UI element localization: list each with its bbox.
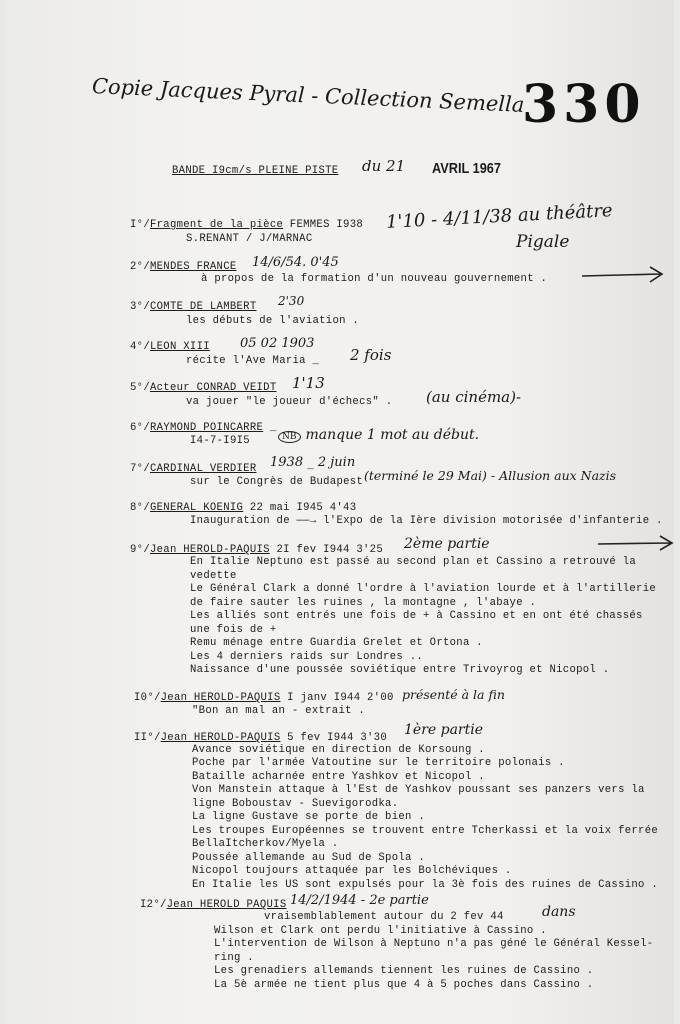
entry-11-line: ligne Boboustav - Suevigorodka. [192, 798, 399, 810]
entry-11-line: Avance soviétique en direction de Korsoung . [192, 744, 485, 756]
entry-10-note: présenté à la fin [402, 687, 505, 702]
entry-12-line: Wilson et Clark ont perdu l'initiative à Cassino . [214, 925, 547, 937]
entry-11-head: II°/Jean HEROLD-PAQUIS 5 fev I944 3'30 [134, 732, 388, 744]
entry-7-head: 7°/CARDINAL VERDIER [130, 463, 257, 475]
entry-11-line: La ligne Gustave se porte de bien . [192, 811, 426, 823]
entry-3-head: 3°/COMTE DE LAMBERT [130, 301, 257, 313]
entry-1-head: I°/Fragment de la pièce FEMMES I938 [130, 219, 364, 231]
entry-8-head: 8°/GENERAL KOENIG 22 mai I945 4'43 [130, 502, 357, 514]
entry-11-line: Nicopol toujours attaquée par les Bolchéviques . [192, 865, 512, 877]
entry-12-line: La 5è armée ne tient plus que 4 à 5 poches dans Cassino . [214, 979, 594, 991]
entry-9-note: 2ème partie [404, 536, 490, 552]
entry-9-line: Les alliés sont entrés une fois de + à Cassino et en ont été chassés [190, 610, 643, 622]
entry-9-line: Naissance d'une poussée soviétique entre Trivoyrog et Nicopol . [190, 664, 610, 676]
entry-12-note-2: dans [542, 904, 576, 920]
entry-5-line: va jouer "le joueur d'échecs" . [186, 396, 393, 408]
entry-3-note: 2'30 [278, 294, 305, 308]
entry-5-note: 1'13 [292, 374, 325, 392]
entry-10-line: "Bon an mal an - extrait . [192, 705, 366, 717]
entry-8-line: Inauguration de ——→ l'Expo de la Ière division motorisée d'infanterie . [190, 515, 663, 527]
entry-7-note: 1938 _ 2 juin [270, 455, 356, 470]
entry-11-line: Von Manstein attaque à l'Est de Yashkov poussant ses panzers vers la [192, 784, 645, 796]
entry-7-line: sur le Congrès de Budapest [190, 476, 364, 488]
entry-9-line: une fois de + [190, 624, 277, 636]
entry-11-line: Poussée allemande au Sud de Spola . [192, 852, 426, 864]
handwritten-title: Copie Jacques Pyral - Collection Semella [91, 74, 525, 117]
entry-10-head: I0°/Jean HEROLD-PAQUIS I janv I944 2'00 [134, 692, 394, 704]
arrow-icon [596, 533, 676, 553]
entry-4-note: 05 02 1903 [240, 336, 315, 351]
entry-6-line: I4-7-I9I5 [190, 435, 250, 447]
entry-12-line: ring . [214, 952, 254, 964]
entry-11-line: BellaItcherkov/Myela . [192, 838, 339, 850]
entry-12-line: Les grenadiers allemands tiennent les ruines de Cassino . [214, 965, 594, 977]
entry-5-note-2: (au cinéma)- [426, 388, 522, 406]
entry-11-line: Les troupes Européennes se trouvent entre Tcherkassi et la voix ferrée [192, 825, 659, 837]
entry-11-line: En Italie les US sont expulsés pour la 3è fois des ruines de Cassino . [192, 879, 659, 891]
entry-9-line: Les 4 derniers raids sur Londres .. [190, 651, 424, 663]
entry-2-line: à propos de la formation d'un nouveau gouvernement . [201, 273, 548, 285]
entry-12-head: I2°/Jean HEROLD PAQUIS [140, 899, 287, 911]
entry-12-line: vraisemblablement autour du 2 fev 44 [264, 911, 504, 923]
date-stamp: AVRIL 1967 [432, 160, 501, 177]
date-handwritten: du 21 [362, 157, 406, 175]
entry-1-line: S.RENANT / J/MARNAC [186, 233, 313, 245]
entry-7-note-2: (terminé le 29 Mai) - Allusion aux Nazis [364, 468, 617, 483]
entry-2-note: 14/6/54. 0'45 [252, 255, 339, 270]
entry-4-head: 4°/LEON XIII [130, 341, 210, 353]
entry-1-note-2: Pigale [516, 232, 570, 252]
entry-11-line: Bataille acharnée entre Yashkov et Nicopol . [192, 771, 485, 783]
entry-6-head: 6°/RAYMOND POINCARRE _ [130, 422, 277, 434]
entry-1-note: 1'10 - 4/11/38 au théâtre [385, 200, 614, 233]
entry-9-line: vedette [190, 570, 237, 582]
entry-9-line: Le Général Clark a donné l'ordre à l'aviation lourde et à l'artillerie [190, 583, 657, 595]
entry-3-line: les débuts de l'aviation . [186, 315, 360, 327]
entry-6-note: NB manque 1 mot au début. [278, 427, 479, 443]
entry-12-line: L'intervention de Wilson à Neptuno n'a pas géné le Général Kessel- [214, 938, 654, 950]
entry-4-line: récite l'Ave Maria _ [186, 355, 320, 367]
entry-4-note-2: 2 fois [350, 346, 392, 364]
band-label: BANDE I9cm/s PLEINE PISTE [172, 165, 339, 177]
entry-9-head: 9°/Jean HEROLD-PAQUIS 2I fev I944 3'25 [130, 544, 384, 556]
document-number: 330 [522, 74, 646, 135]
entry-2-head: 2°/MENDES FRANCE [130, 261, 237, 273]
entry-12-note: 14/2/1944 - 2e partie [290, 893, 429, 908]
entry-11-note: 1ère partie [404, 722, 484, 738]
entry-9-line: En Italie Neptuno est passé au second plan et Cassino a retrouvé la [190, 556, 637, 568]
arrow-icon [580, 264, 666, 284]
entry-5-head: 5°/Acteur CONRAD VEIDT [130, 382, 277, 394]
document-page [6, 0, 674, 1024]
entry-9-line: de faire sauter les ruines , la montagne , l'abaye . [190, 597, 537, 609]
entry-9-line: Remu ménage entre Guardia Grelet et Ortona . [190, 637, 483, 649]
entry-6-note-circle: NB [278, 431, 301, 443]
entry-11-line: Poche par l'armée Vatoutine sur le territoire polonais . [192, 757, 565, 769]
